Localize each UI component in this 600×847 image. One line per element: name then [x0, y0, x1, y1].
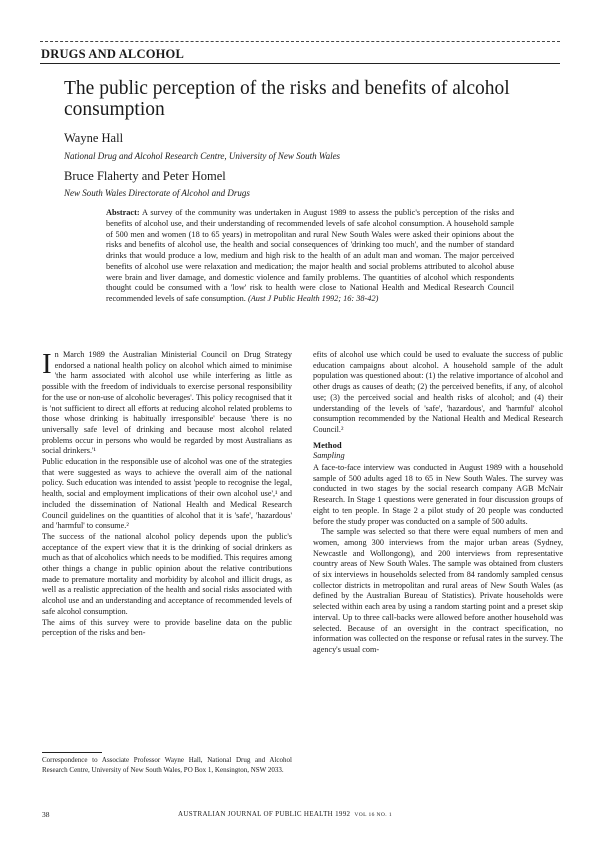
body-paragraph	[42, 350, 292, 457]
abstract-label: Abstract:	[106, 208, 140, 217]
article-title: The public perception of the risks and benefits of alcohol consumption	[64, 78, 510, 120]
body-paragraph: The sample was selected so that there were equal numbers of men and women, among 300 interviews from the major urban areas (Sydney, Newcastle and Wollongong), and 200 interviews from representative country areas of New South Wales. The sample was obtained from clusters of six interviews in households selected from 84 randomly sampled census collector districts in metropolitan and rural areas of New South Wales (as defined by the Australian Bureau of Statistics). Private households were selected within each area by using a random starting point and a preset skip interval. Up to three call-backs were allowed before another household was selected. Because of an oversight in the contract specification, no information was collected on the response or refusal rates in the survey. The agency's usual com-	[313, 527, 563, 654]
body-paragraph: The success of the national alcohol policy depends upon the public's acceptance of the expert view that it is the drinking of social drinkers as much as that of alcoholics which needs to be modified. This requires among other things a change in public opinion about the relative contributions made to premature mortality and morbidity by alcohol and illicit drugs, as well as a realistic appreciation of the health and social risks associated with alcohol use and an understanding and acceptance of recommended levels of safe alcohol consumption.	[42, 531, 292, 616]
abstract	[106, 208, 514, 305]
abstract-text: A survey of the community was undertaken in August 1989 to assess the public's perception of the risks and benefits of alcohol use, and their understanding of recommended levels of safe alcohol consumption. A household sample of 500 men and women (18 to 65 years) in metropolitan and rural New South Wales were asked their opinions about the risks and benefits of alcohol use, the health and social consequences of 'drinking too much', and the number of standard drinks that would produce a low, medium and high risk to the health of an adult man and woman. The major perceived benefits of alcohol use were relaxation and medication; the major health and social problems attributed to alcohol abuse were brain and liver damage, and domestic violence and family problems. The quantities of alcohol which respondents thought could be consumed with a 'low' risk to health were close to National Health and Medical Research Council recommended levels of safe consumption.	[106, 208, 514, 303]
body-paragraph: Public education in the responsible use of alcohol was one of the strategies that were suggested as ways to achieve the overall aim of the national policy. Such education was intended to assist 'people to recognise the legal, health, social and employment implications of their own alcohol use',¹ and included the dissemination of National Health and Medical Research Council guidelines on the quantities of alcohol that it is 'safe', 'hazardous' and 'harmful' to consume.²	[42, 457, 292, 531]
body-paragraph: The aims of this survey were to provide baseline data on the public perception of the risks and ben-	[42, 617, 292, 638]
subheading-sampling: Sampling	[313, 451, 345, 461]
section-label: DRUGS AND ALCOHOL	[41, 47, 185, 61]
author-name-2: Bruce Flaherty and Peter Homel	[64, 169, 226, 183]
author-affiliation-1: National Drug and Alcohol Research Centre, University of New South Wales	[64, 151, 341, 161]
journal-volume: VOL 16 NO. 1	[354, 812, 392, 818]
footnote-rule	[42, 752, 102, 753]
correspondence-footnote: Correspondence to Associate Professor Wayne Hall, National Drug and Alcohol Research Centre, University of New South Wales, PO Box 1, Kensington, NSW 2033.	[42, 756, 292, 774]
body-paragraph: A face-to-face interview was conducted in August 1989 with a household sample of 500 adults aged 18 to 65 in New South Wales. The survey was conducted in two stages by the social research company AGB McNair Research. In Stage 1 questions were generated in four discussion groups of eight to ten people. In Stage 2 a pilot study of 20 people was conducted before the study proper was conducted on a sample of 500 adults.	[313, 463, 563, 526]
author-name-1: Wayne Hall	[64, 131, 124, 145]
author-affiliation-2: New South Wales Directorate of Alcohol and Drugs	[64, 188, 250, 198]
body-paragraph: efits of alcohol use which could be used to evaluate the success of public education campaigns about alcohol. A household sample of the adult population was questioned about: (1) the relative importance of alcohol and other drugs as causes of death; (2) the perceived benefits, if any, of alcohol use; (3) the perceived social and health risks of alcohol; and (4) their understanding of the levels of 'safe', 'hazardous', and 'harmful' alcohol consumption recommended by the National Health and Medical Research Council.²	[313, 350, 563, 434]
body-column-right	[313, 350, 563, 656]
drop-cap: I	[42, 348, 52, 380]
body-column-left	[42, 350, 292, 639]
journal-footer	[178, 810, 392, 818]
journal-name: AUSTRALIAN JOURNAL OF PUBLIC HEALTH 1992	[178, 810, 351, 818]
paragraph-text: n March 1989 the Australian Ministerial Council on Drug Strategy endorsed a national health policy on alcohol which aimed to minimise 'the harm associated with alcohol use while interfering as little as possible with the freedom of individuals to exercise personal responsibility for the use or non-use of alcoholic beverages'. This policy recognised that it is 'not sufficient to direct all efforts at reducing alcohol related problems to those whose drinking is habitually irresponsible' because 'there is no universally safe level of drinking and because most alcohol related problems occur in persons who would be regarded by most Australians as social drinkers.'¹	[42, 350, 292, 456]
heading-method: Method	[313, 439, 342, 450]
abstract-citation: (Aust J Public Health 1992; 16: 38-42)	[247, 294, 379, 303]
page-number: 38	[42, 810, 50, 819]
top-dashed-rule	[40, 41, 560, 43]
section-rule	[40, 63, 560, 64]
